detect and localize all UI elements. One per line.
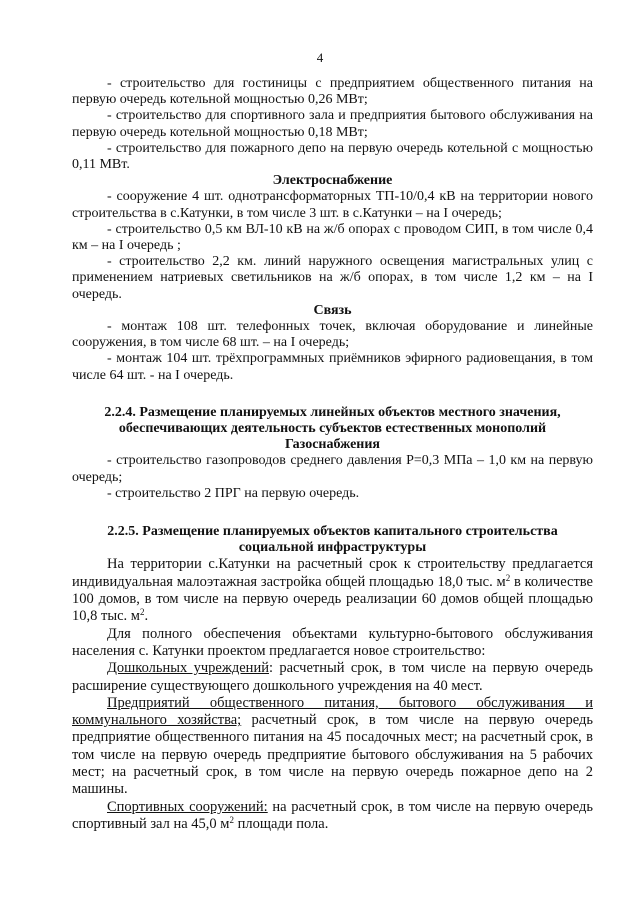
paragraph-housing: На территории с.Катунки на расчетный срок к строительству предлагается индивидуальная малоэтажная застройка общей площадью 18,0 тыс. $м^2$ в количестве 100 домов, в том числе на первую очередь реализации 60 домов общей площадью 10,8 тыс. $м^2$. <box>72 556 593 625</box>
paragraph-cultural-services: Для полного обеспечения объектами культурно-бытового обслуживания населения с. Катунки проектом предлагается новое строительство: <box>72 625 593 659</box>
section-2-2-5 <box>72 524 593 833</box>
paragraph-transformers: - сооружение 4 шт. однотрансформаторных ТП-10/0,4 кВ на территории нового строительства в с.Катунки, в том числе 3 шт. в с.Катунки – на I очередь; <box>72 189 593 221</box>
heading-communications: Связь <box>313 302 352 318</box>
heading-gas-supply: Газоснабжения <box>284 437 381 453</box>
paragraph-sports-boiler: - строительство для спортивного зала и предприятия бытового обслуживания на первую очередь котельной мощностью 0,18 МВт; <box>72 108 593 140</box>
paragraph-catering: Предприятий общественного питания, бытового обслуживания и коммунального хозяйства; расчетный срок, в том числе на первую очередь предприятие общественного питания на 45 посадочных мест; на расчетный срок, в том числе на первую очередь предприятие бытового обслуживания на 5 рабочих мест; на расчетный срок, в том числе на первую очередь пожарное депо на 2 машины. <box>72 694 593 798</box>
paragraph-power-line: - строительство 0,5 км ВЛ-10 кВ на ж/б опорах с проводом СИП, в том числе 0,4 км – на I очередь ; <box>72 221 593 254</box>
heading-section-2-2-4: 2.2.4. Размещение планируемых линейных объектов местного значения, обеспечивающих деятельность субъектов естественных монополий <box>104 404 561 437</box>
paragraph-prg: - строительство 2 ПРГ на первую очередь. <box>107 485 360 501</box>
paragraph-hotel-boiler: - строительство для гостиницы с предприятием общественного питания на первую очередь котельной мощностью 0,26 МВт; <box>72 76 593 108</box>
heading-section-2-2-5: 2.2.5. Размещение планируемых объектов капитального строительства социальной инфраструктуры <box>107 524 558 556</box>
paragraph-preschool: Дошкольных учреждений: расчетный срок, в том числе на первую очередь расширение существующего дошкольного учреждения на 40 мест. <box>72 660 593 694</box>
paragraph-fire-depot-boiler: - строительство для пожарного депо на первую очередь котельной с мощностью 0,11 МВт. <box>72 140 593 173</box>
heading-power-supply: Электроснабжение <box>272 173 393 189</box>
paragraph-telephone: - монтаж 108 шт. телефонных точек, включая оборудование и линейные сооружения, в том числе 68 шт. – на I очередь; <box>72 319 593 351</box>
document-body <box>72 76 593 833</box>
paragraph-sports: Спортивных сооружений: на расчетный срок, в том числе на первую очередь спортивный зал на 45,0 $м^2$ площади пола. <box>72 798 593 832</box>
paragraph-gas-pipelines: - строительство газопроводов среднего давления Р=0,3 МПа – 1,0 км на первую очередь; <box>72 453 593 485</box>
paragraph-radio: - монтаж 104 шт. трёхпрограммных приёмников эфирного радиовещания, в том числе 64 шт. - на I очередь. <box>72 351 593 383</box>
paragraph-street-lighting: - строительство 2,2 км. линий наружного освещения магистральных улиц с применением натриевых светильников на ж/б опорах, в том числе 1,2 км – на I очередь. <box>72 254 593 302</box>
page-number: 4 <box>316 50 324 65</box>
